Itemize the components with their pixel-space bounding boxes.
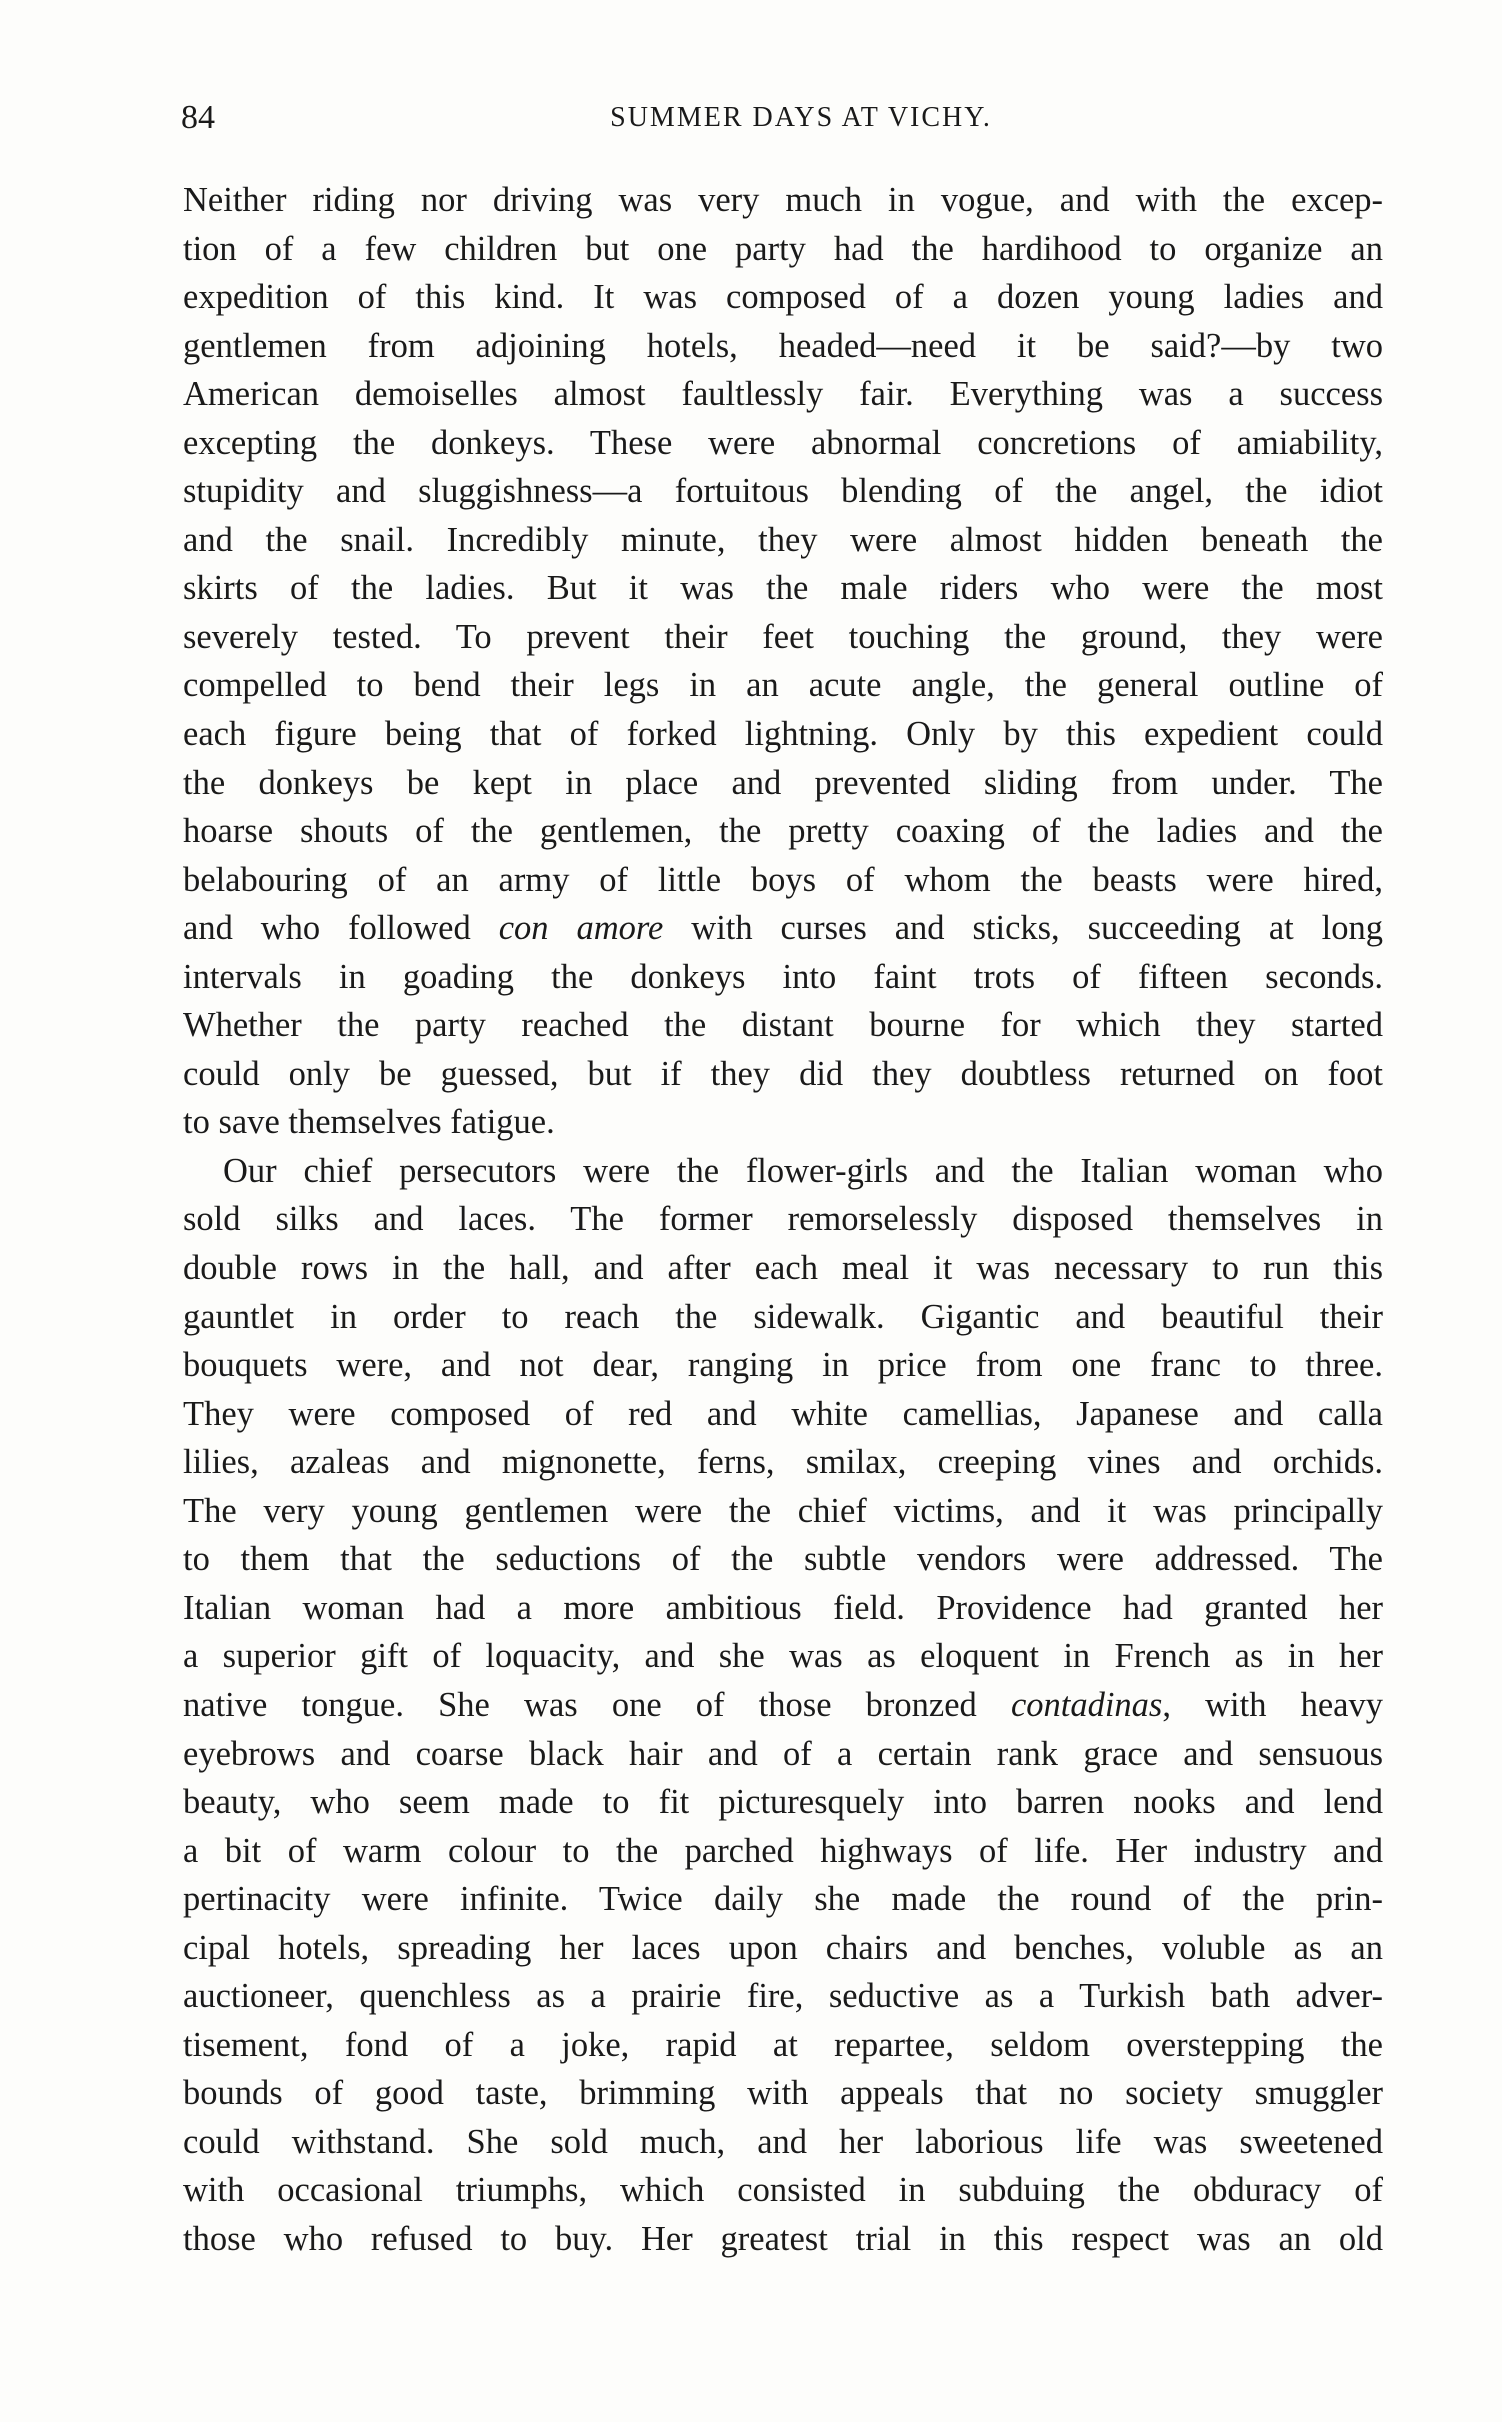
text-line: bounds of good taste, brimming with appeals that no society smuggler: [183, 2074, 1383, 2113]
text-line: Italian woman had a more ambitious field. Providence had granted her: [183, 1588, 1383, 1627]
text-line: could only be guessed, but if they did they doubtless returned on foot: [183, 1054, 1383, 1093]
text-line: Our chief persecutors were the flower-girls and the Italian woman who: [223, 1151, 1383, 1190]
text-line: tisement, fond of a joke, rapid at repartee, seldom overstepping the: [183, 2025, 1383, 2064]
text-line: each figure being that of forked lightning. Only by this expedient could: [183, 715, 1383, 754]
text-line: native tongue. She was one of those bronzed contadinas, with heavy: [183, 1685, 1383, 1724]
text-line: and who followed con amore with curses and sticks, succeeding at long: [183, 909, 1383, 948]
italic-phrase: contadinas: [1010, 1685, 1163, 1724]
text-line: belabouring of an army of little boys of whom the beasts were hired,: [183, 860, 1383, 899]
text-line: bouquets were, and not dear, ranging in price from one franc to three.: [183, 1346, 1383, 1385]
text-line: to save themselves fatigue.: [183, 1103, 555, 1142]
text-line: hoarse shouts of the gentlemen, the pretty coaxing of the ladies and the: [183, 812, 1383, 851]
text-line: those who refused to buy. Her greatest trial in this respect was an old: [183, 2219, 1383, 2258]
body-text: [183, 176, 1383, 2264]
page-number: 84: [181, 99, 215, 136]
text-line: beauty, who seem made to fit picturesquely into barren nooks and lend: [183, 1783, 1383, 1822]
text-line: compelled to bend their legs in an acute angle, the general outline of: [183, 666, 1383, 705]
text-line: gentlemen from adjoining hotels, headed—need it be said?—by two: [183, 326, 1383, 365]
italic-phrase: con amore: [498, 909, 664, 948]
text-line: gauntlet in order to reach the sidewalk. Gigantic and beautiful their: [183, 1297, 1383, 1336]
text-line: stupidity and sluggishness—a fortuitous blending of the angel, the idiot: [183, 472, 1383, 511]
text-line: intervals in goading the donkeys into faint trots of fifteen seconds.: [183, 957, 1383, 996]
text-line: could withstand. She sold much, and her laborious life was sweetened: [183, 2122, 1383, 2161]
text-line: skirts of the ladies. But it was the male riders who were the most: [183, 569, 1383, 608]
text-line: tion of a few children but one party had the hardihood to organize an: [183, 229, 1383, 268]
text-line: The very young gentlemen were the chief victims, and it was principally: [183, 1491, 1383, 1530]
text-line: pertinacity were infinite. Twice daily she made the round of the prin-: [183, 1880, 1383, 1919]
text-line: severely tested. To prevent their feet touching the ground, they were: [183, 617, 1383, 656]
running-head: [181, 98, 1381, 138]
running-title: SUMMER DAYS AT VICHY.: [610, 102, 992, 133]
text-line: expedition of this kind. It was composed of a dozen young ladies and: [183, 278, 1383, 317]
text-line: lilies, azaleas and mignonette, ferns, smilax, creeping vines and orchids.: [183, 1443, 1383, 1482]
text-line: and the snail. Incredibly minute, they were almost hidden beneath the: [183, 520, 1383, 559]
text-line: Whether the party reached the distant bourne for which they started: [183, 1006, 1383, 1045]
text-line: cipal hotels, spreading her laces upon chairs and benches, voluble as an: [183, 1928, 1383, 1967]
text-line: auctioneer, quenchless as a prairie fire, seductive as a Turkish bath adver-: [183, 1977, 1383, 2016]
text-line: with occasional triumphs, which consisted in subduing the obduracy of: [183, 2171, 1383, 2210]
text-line: sold silks and laces. The former remorselessly disposed themselves in: [183, 1200, 1383, 1239]
text-line: a bit of warm colour to the parched highways of life. Her industry and: [183, 1831, 1383, 1870]
text-line: They were composed of red and white camellias, Japanese and calla: [183, 1394, 1383, 1433]
text-line: Neither riding nor driving was very much in vogue, and with the excep-: [183, 181, 1383, 219]
text-line: American demoiselles almost faultlessly fair. Everything was a success: [183, 375, 1383, 414]
text-line: eyebrows and coarse black hair and of a certain rank grace and sensuous: [183, 1734, 1383, 1773]
text-line: the donkeys be kept in place and prevented sliding from under. The: [183, 763, 1383, 802]
text-line: double rows in the hall, and after each meal it was necessary to run this: [183, 1249, 1383, 1288]
text-line: a superior gift of loquacity, and she was as eloquent in French as in her: [183, 1637, 1383, 1676]
text-line: excepting the donkeys. These were abnormal concretions of amiability,: [183, 423, 1383, 462]
text-line: to them that the seductions of the subtle vendors were addressed. The: [183, 1540, 1383, 1579]
